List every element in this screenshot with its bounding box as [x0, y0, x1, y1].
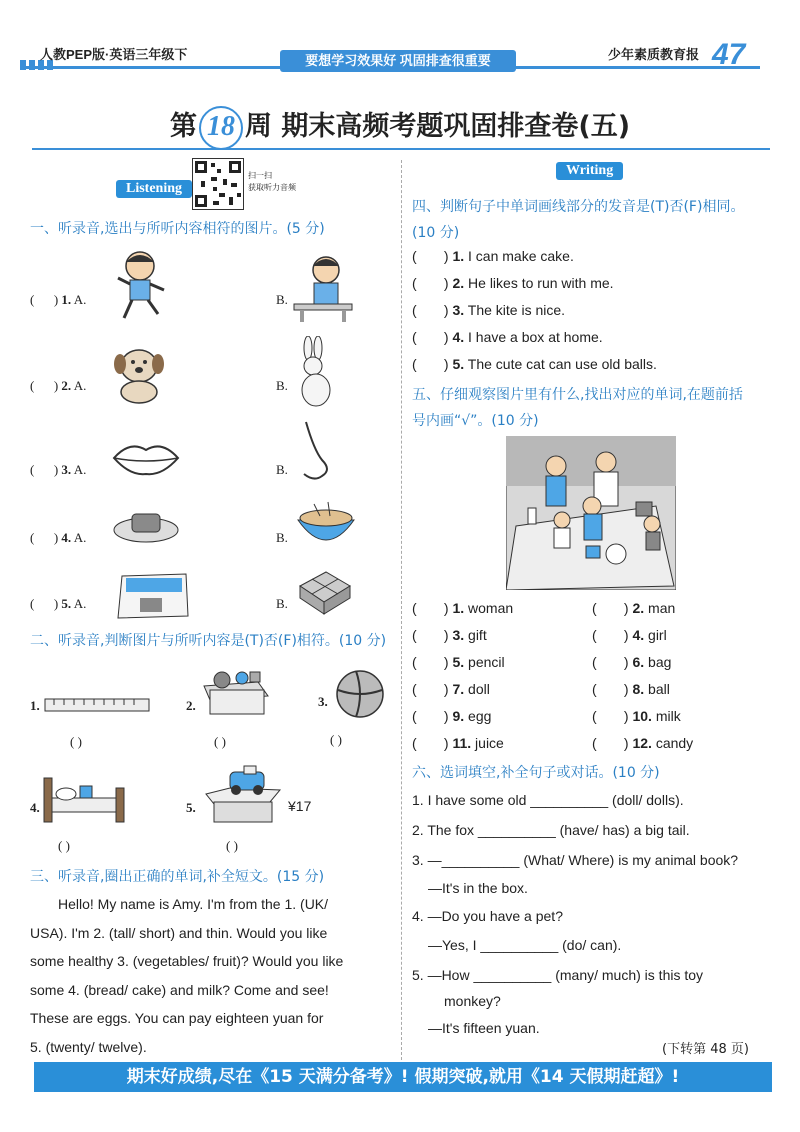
s6-line: monkey?: [444, 993, 501, 1009]
s6-line: 4. —Do you have a pet?: [412, 908, 563, 924]
s2-label-3: 3.: [318, 694, 328, 709]
s6-line: 3. —__________ (What/ Where) is my animal book?: [412, 852, 739, 868]
s5-item: ( ) 9. egg: [412, 708, 492, 724]
s2-blank-1[interactable]: ( ): [70, 734, 82, 749]
running-girl-image: [110, 248, 170, 322]
section4-heading-cont: (10 分): [412, 225, 460, 241]
footer-banner: 期末好成绩,尽在《15 天满分备考》! 假期突破,就用《14 天假期赶超》!: [34, 1062, 772, 1092]
page-number: 47: [712, 38, 746, 71]
rabbit-image: [290, 336, 338, 408]
s6-line: —It's in the box.: [428, 880, 528, 896]
birthday-card-image: [114, 572, 190, 620]
nose-image: [296, 420, 336, 486]
ruler-image: [44, 698, 150, 712]
passage-line: 5. (twenty/ twelve).: [30, 1038, 147, 1055]
s6-line: —Yes, I __________ (do/ can).: [428, 937, 622, 953]
s5-item: ( ) 10. milk: [592, 708, 681, 724]
section3-heading: 三、听录音,圈出正确的单词,补全短文。(15 分): [30, 869, 325, 885]
book-title: 人教PEP版·英语三年级下: [40, 47, 188, 62]
s1-q2: ( ) 2. A.: [30, 378, 87, 393]
writing-badge: Writing: [556, 162, 623, 180]
s5-item: ( ) 6. bag: [592, 654, 672, 670]
gift-box-image: [296, 566, 352, 616]
s1-q2-b: B.: [276, 378, 288, 393]
s1-q4-b: B.: [276, 530, 288, 545]
section5-heading-cont: 号内画“√”。(10 分): [412, 413, 539, 429]
s2-label-2: 2.: [186, 698, 196, 713]
page-title: 第 18 周 期末高频考题巩固排查卷(五): [0, 104, 800, 150]
s1-q1-b: B.: [276, 292, 288, 307]
noodle-bowl-image: [294, 500, 358, 550]
s2-blank-3[interactable]: ( ): [330, 732, 342, 747]
section2-heading: 二、听录音,判断图片与所听内容是(T)否(F)相符。(10 分): [30, 633, 387, 649]
s4-item: ( ) 3. The kite is nice.: [412, 302, 566, 318]
s2-label-4: 4.: [30, 800, 40, 815]
s5-item: ( ) 12. candy: [592, 735, 694, 751]
qr-code-icon[interactable]: [192, 158, 244, 210]
toy-car-box-image: [200, 764, 290, 824]
header-slogan: 要想学习效果好 巩固排查很重要: [280, 50, 516, 72]
s6-line: 2. The fox __________ (have/ has) a big tail.: [412, 822, 690, 838]
newspaper-name: 少年素质教育报: [608, 47, 700, 62]
listening-badge: Listening: [116, 180, 192, 198]
s1-q5-b: B.: [276, 596, 288, 611]
s1-q3-b: B.: [276, 462, 288, 477]
section1-heading: 一、听录音,选出与所听内容相符的图片。(5 分): [30, 221, 325, 237]
passage-line: Hello! My name is Amy. I'm from the 1. (UK/: [58, 896, 329, 912]
s5-item: ( ) 3. gift: [412, 627, 487, 643]
toy-box-image: [200, 664, 272, 716]
boy-at-desk-image: [292, 252, 356, 322]
s1-q1: ( ) 1. A.: [30, 292, 87, 307]
section6-heading: 六、选词填空,补全句子或对话。(10 分): [412, 765, 660, 781]
section3-passage: [30, 890, 392, 1061]
s2-blank-5[interactable]: ( ): [226, 838, 238, 853]
s4-item: ( ) 4. I have a box at home.: [412, 329, 603, 345]
bed-image: [42, 774, 126, 824]
passage-line: USA). I'm 2. (tall/ short) and thin. Would you like: [30, 924, 328, 941]
bread-plate-image: [112, 506, 180, 544]
dog-image: [110, 344, 168, 404]
s4-item: ( ) 1. I can make cake.: [412, 248, 574, 264]
s2-blank-2[interactable]: ( ): [214, 734, 226, 749]
s6-line: 5. —How __________ (many/ much) is this toy: [412, 967, 704, 983]
lips-image: [112, 438, 180, 478]
ball-image: [334, 668, 386, 720]
s5-item: ( ) 7. doll: [412, 681, 490, 697]
s5-item: ( ) 4. girl: [592, 627, 667, 643]
section4-heading: 四、判断句子中单词画线部分的发音是(T)否(F)相同。: [412, 199, 745, 215]
s5-item: ( ) 5. pencil: [412, 654, 505, 670]
section5-heading: 五、仔细观察图片里有什么,找出对应的单词,在题前括: [412, 387, 743, 403]
s6-line: —It's fifteen yuan.: [428, 1020, 540, 1036]
continued-note: (下转第 48 页): [662, 1042, 749, 1057]
price-tag: ¥17: [288, 798, 312, 814]
s6-line: 1. I have some old __________ (doll/ dolls).: [412, 792, 684, 808]
s2-blank-4[interactable]: ( ): [58, 838, 70, 853]
s2-label-5: 5.: [186, 800, 196, 815]
s1-q5: ( ) 5. A.: [30, 596, 87, 611]
s1-q4: ( ) 4. A.: [30, 530, 87, 545]
s5-item: ( ) 1. woman: [412, 600, 514, 616]
passage-line: some healthy 3. (vegetables/ fruit)? Would you like: [30, 953, 344, 969]
s1-q3: ( ) 3. A.: [30, 462, 87, 477]
s5-item: ( ) 8. ball: [592, 681, 670, 697]
s4-item: ( ) 5. The cute cat can use old balls.: [412, 356, 657, 372]
week-badge: 18: [199, 106, 243, 150]
s5-item: ( ) 2. man: [592, 600, 676, 616]
s4-item: ( ) 2. He likes to run with me.: [412, 275, 614, 291]
passage-line: some 4. (bread/ cake) and milk? Come and see!: [30, 981, 329, 998]
passage-line: These are eggs. You can pay eighteen yuan for: [30, 1010, 324, 1026]
s5-item: ( ) 11. juice: [412, 735, 504, 751]
s2-label-1: 1.: [30, 698, 40, 713]
title-rule: [32, 148, 770, 150]
picnic-scene-image: [506, 436, 676, 590]
qr-caption: 扫一扫 获取听力音频: [248, 171, 296, 192]
column-divider: [401, 160, 402, 1060]
